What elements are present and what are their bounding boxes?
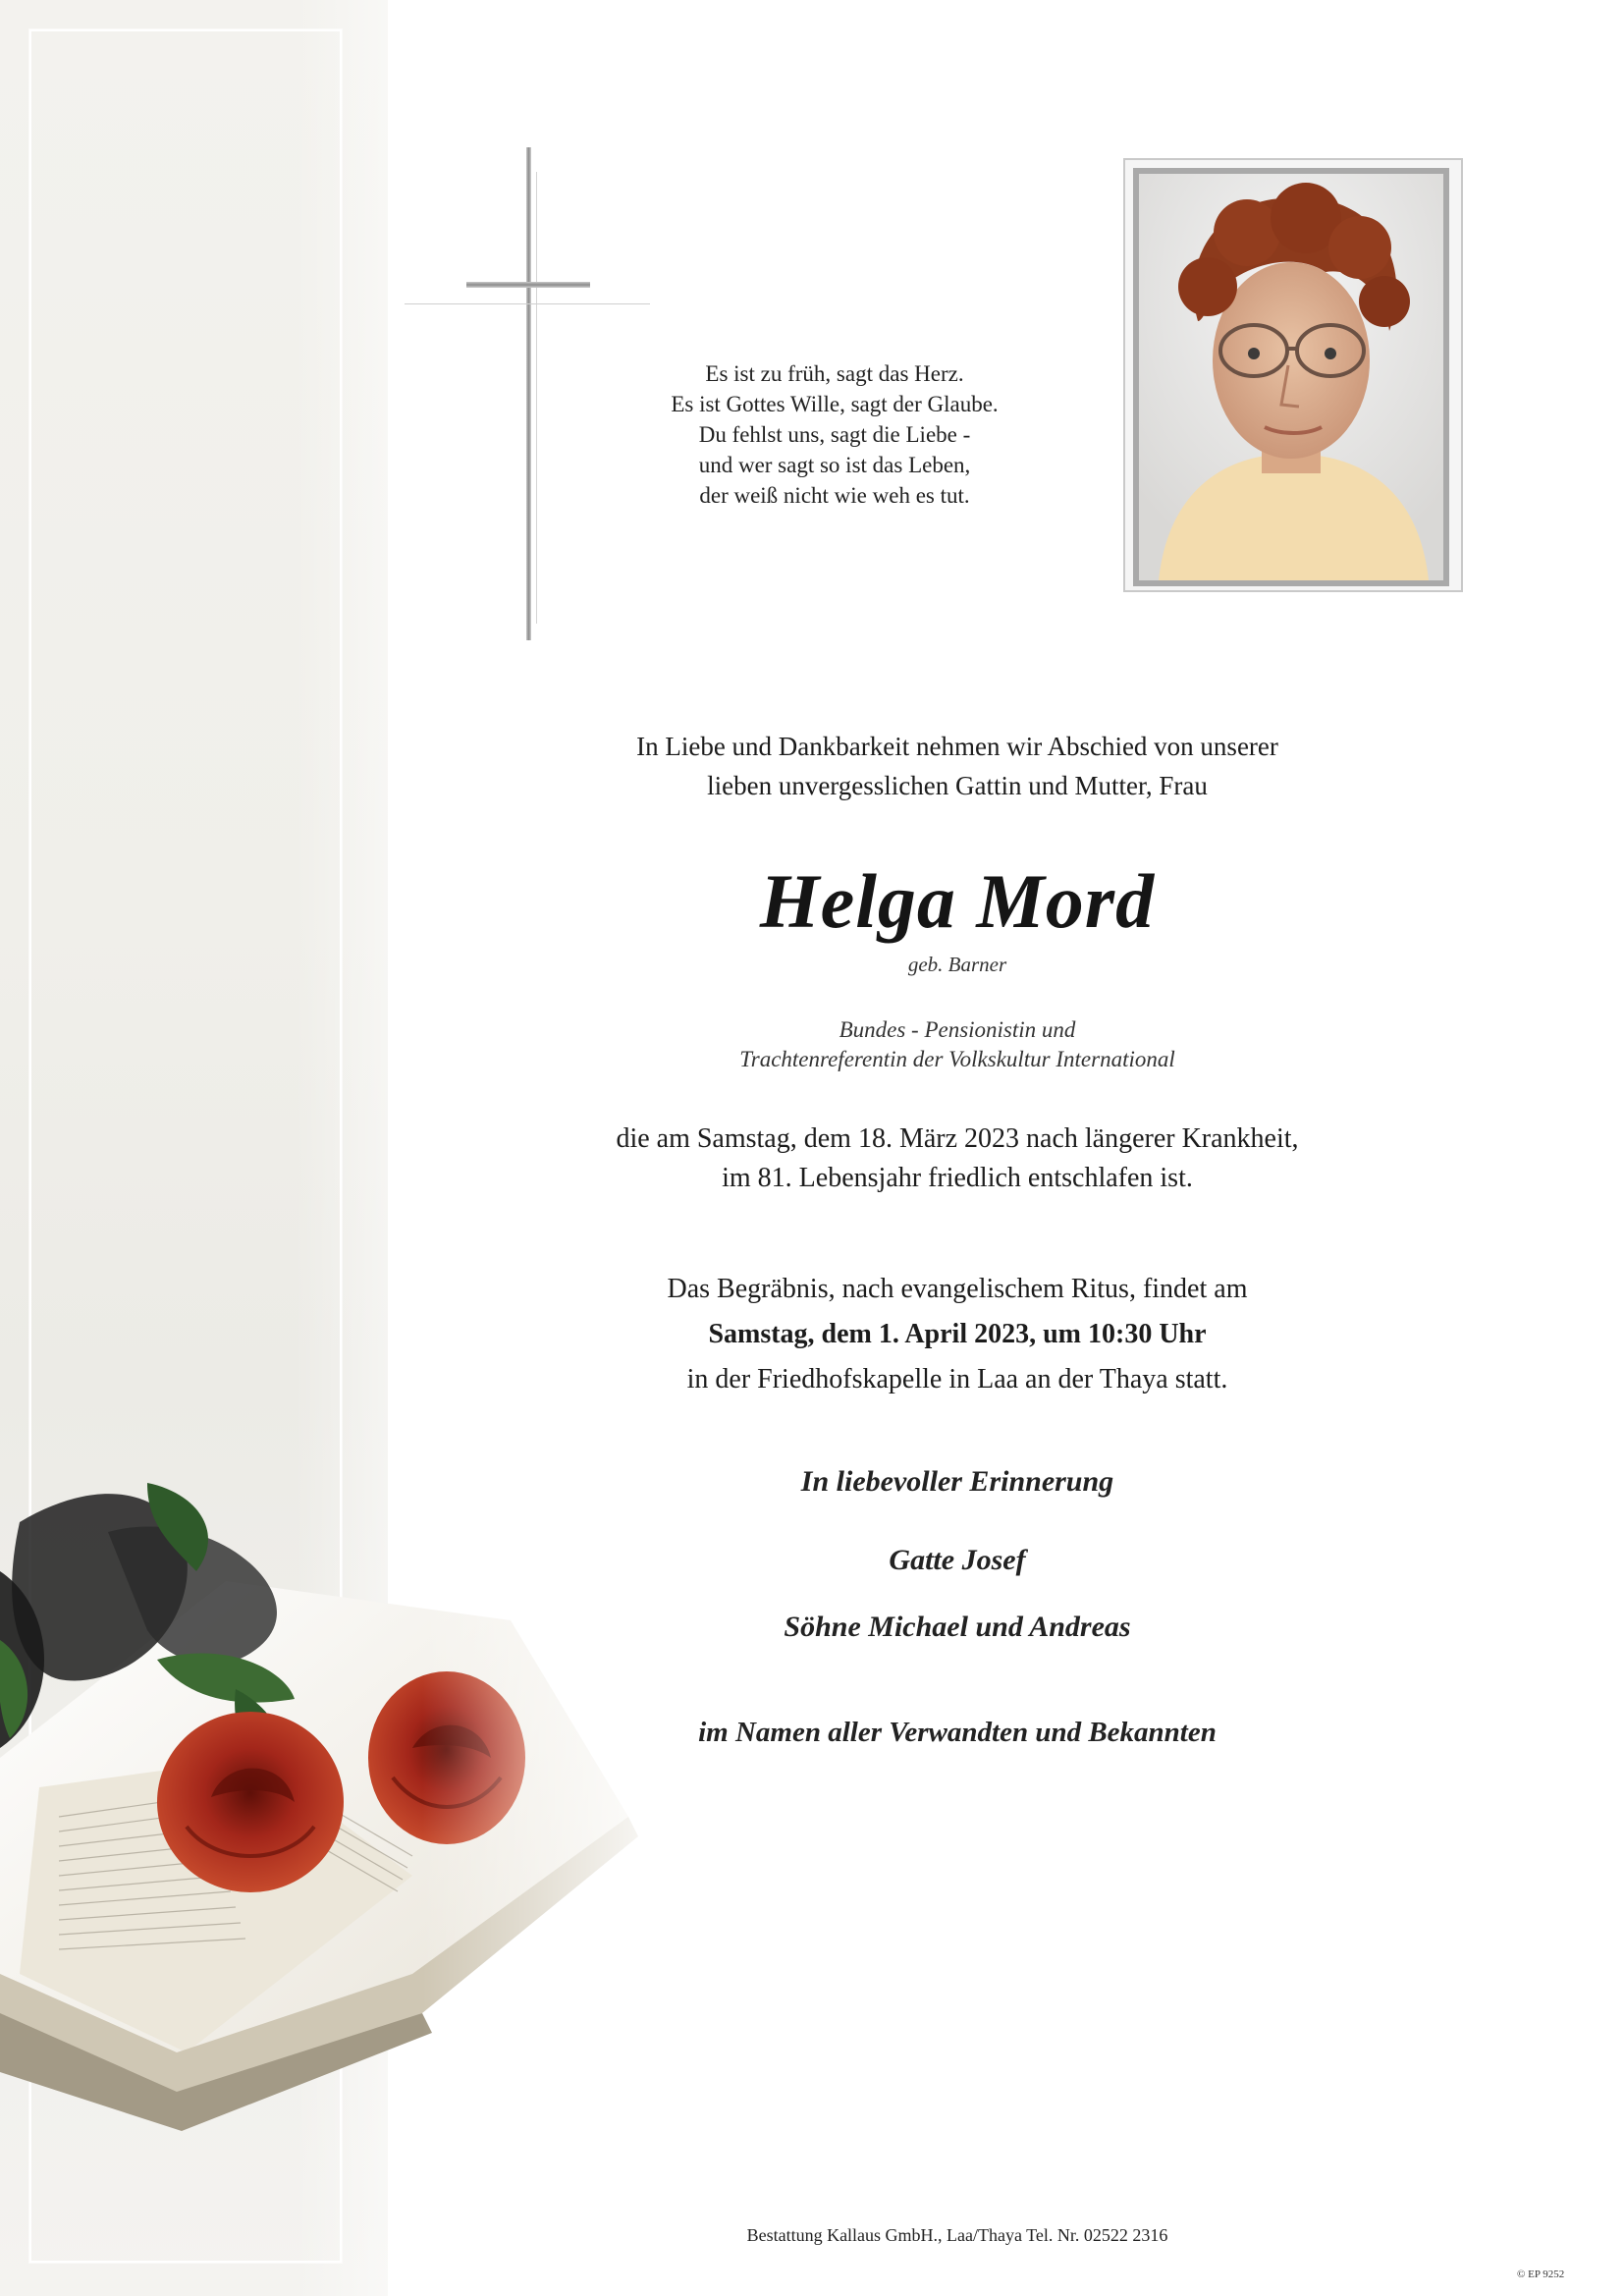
poem-line: und wer sagt so ist das Leben, [698, 453, 971, 477]
poem-line: der weiß nicht wie weh es tut. [699, 483, 970, 508]
funeral-info [491, 1267, 1424, 1402]
portrait-frame [1123, 158, 1463, 592]
poem-line: Du fehlst uns, sagt die Liebe - [698, 422, 971, 447]
cross-vertical-bar [526, 147, 531, 640]
occupation-line: Trachtenreferentin der Volkskultur International [739, 1047, 1175, 1071]
intro-text [491, 727, 1424, 805]
cross-vertical-line [536, 172, 537, 624]
poem-line: Es ist Gottes Wille, sagt der Glaube. [671, 392, 999, 416]
funeral-date: Samstag, dem 1. April 2023, um 10:30 Uhr [708, 1319, 1207, 1349]
intro-line: lieben unvergesslichen Gattin und Mutter, Frau [707, 771, 1208, 800]
occupation [491, 1015, 1424, 1074]
birth-name: geb. Barner [907, 953, 1007, 976]
husband-name: Gatte Josef [889, 1544, 1026, 1576]
death-line: im 81. Lebensjahr friedlich entschlafen ist. [722, 1163, 1193, 1193]
funeral-home-footer: Bestattung Kallaus GmbH., Laa/Thaya Tel. Nr. 02522 2316 [746, 2225, 1168, 2245]
occupation-line: Bundes - Pensionistin und [839, 1017, 1076, 1042]
remembrance-line: In liebevoller Erinnerung [800, 1465, 1114, 1498]
cross-horizontal-line [405, 303, 650, 304]
funeral-line: Das Begräbnis, nach evangelischem Ritus, findet am [667, 1274, 1248, 1304]
death-line: die am Samstag, dem 18. März 2023 nach längerer Krankheit, [616, 1123, 1299, 1154]
cross-horizontal-bar [466, 282, 590, 288]
relatives-line: im Namen aller Verwandten und Bekannten [698, 1717, 1217, 1748]
deceased-name: Helga Mord [759, 858, 1156, 944]
template-code: © EP 9252 [1517, 2269, 1565, 2280]
poem-line: Es ist zu früh, sagt das Herz. [705, 361, 964, 386]
funeral-location: in der Friedhofskapelle in Laa an der Thaya statt. [686, 1364, 1228, 1394]
portrait-photo [1133, 168, 1449, 586]
death-notice [491, 1120, 1424, 1198]
sons-names: Söhne Michael und Andreas [784, 1611, 1131, 1643]
poem [589, 358, 1080, 511]
intro-line: In Liebe und Dankbarkeit nehmen wir Abschied von unserer [636, 732, 1278, 761]
